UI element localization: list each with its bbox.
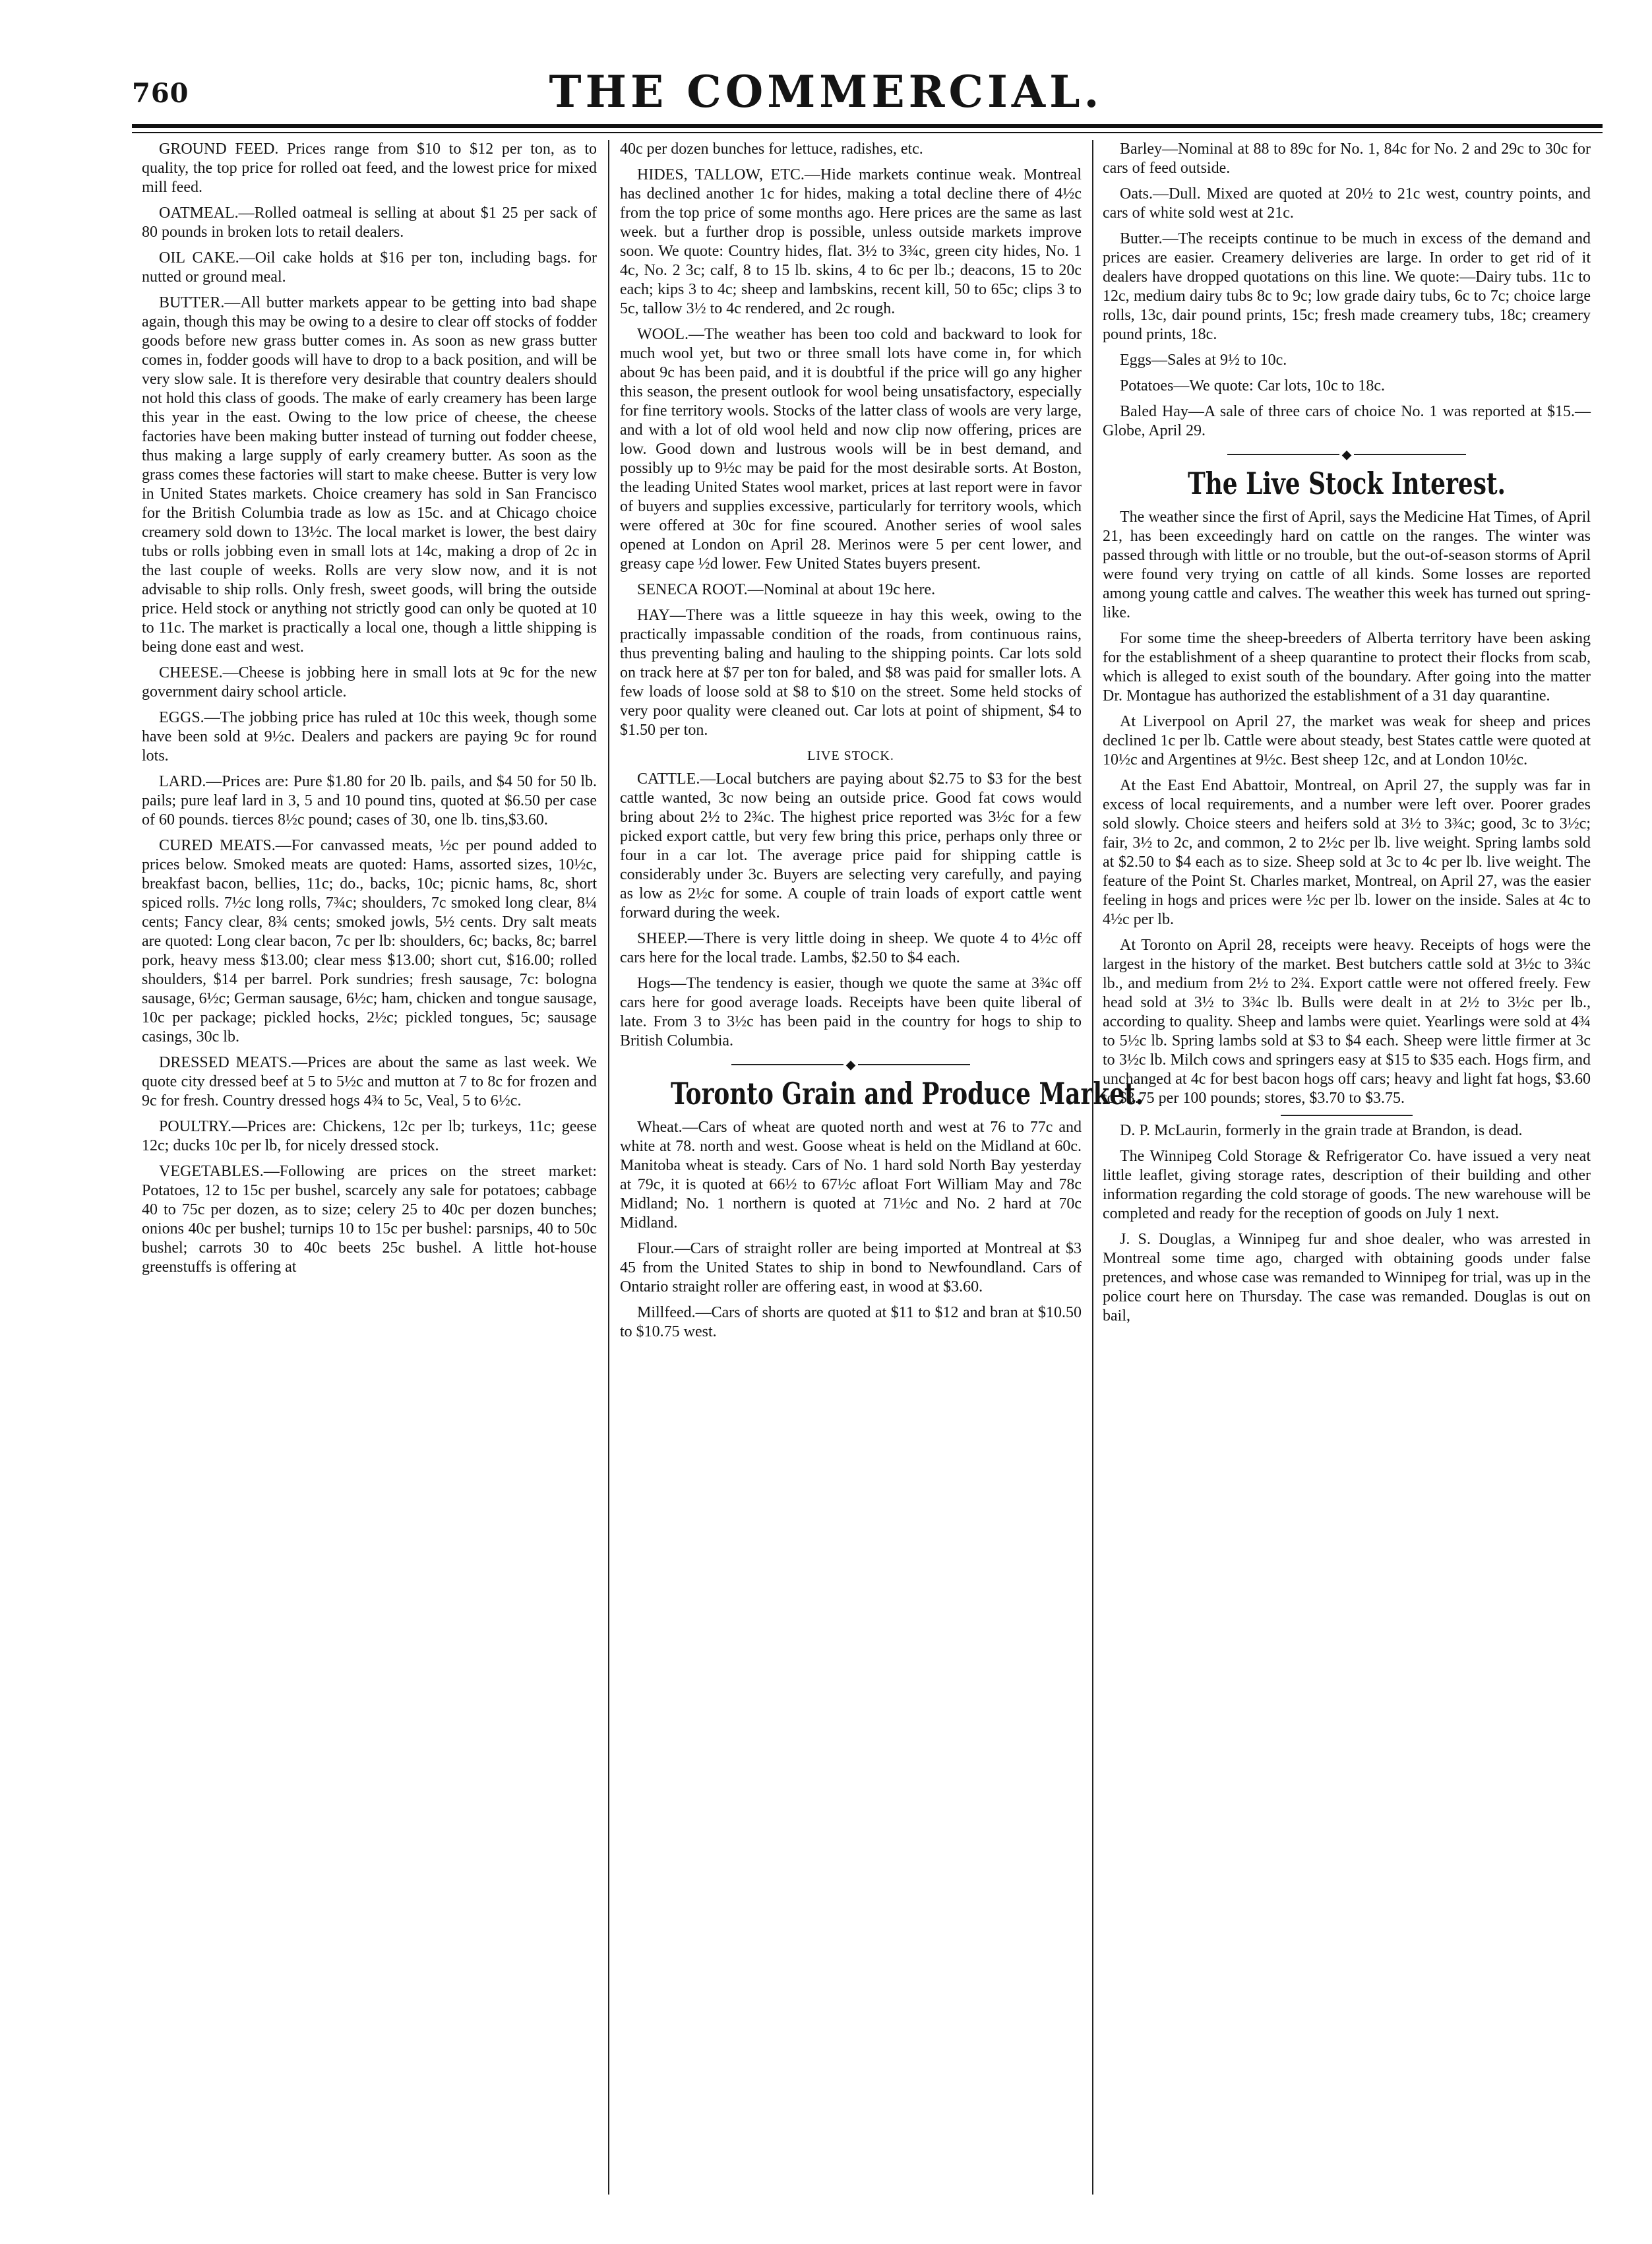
- column-3: [1103, 140, 1591, 2195]
- article-paragraph: Millfeed.—Cars of shorts are quoted at $11 to $12 and bran at $10.50 to $10.75 west.: [620, 1303, 1082, 1340]
- masthead-rule-thick: [132, 124, 1603, 128]
- page-number: 760: [132, 78, 189, 109]
- article-paragraph: DRESSED MEATS.—Prices are about the same as last week. We quote city dressed beef at 5 to 5½c and mutton at 7 to 8c for frozen and 9c for fresh. Country dressed hogs 4¾ to 5c, Veal, 5 to 6½c.: [142, 1054, 597, 1109]
- article-paragraph: CATTLE.—Local butchers are paying about $2.75 to $3 for the best cattle wanted, 3c now being an outside price. Good fat cows would bring about 2½ to 2¾c. The highest price reported was 3½c for a few picked export cattle, but very few bring this price, perhaps only three or four in a car lot. The average price paid for shipping cattle is considerably under 3c. Buyers are selecting very carefully, and paying as low as 2½c for some. A couple of train loads of export cattle went forward during the week.: [620, 770, 1082, 921]
- article-paragraph: For some time the sheep-breeders of Alberta territory have been asking for the establishment of a sheep quarantine to protect their flocks from scab, which is alleged to exist south of the boundary. After going into the matter Dr. Montague has authorized the establishment of a 31 day quarantine.: [1103, 629, 1591, 704]
- article-paragraph: At the East End Abattoir, Montreal, on April 27, the supply was far in excess of local requirements, and a number were left over. Poorer grades sold slowly. Choice steers and heifers sold at 3½ to 3¾c; good, 3c to 3½c; fair, 3½ to 2c, and common, 2 to 2½c per lb. live weight. Spring lambs sold at $2.50 to $4 each as to size. Sheep sold at 3c to 4c per lb. live weight. The feature of the Point St. Charles market, Montreal, on April 27, was the easier feeling in hogs and prices were ½c per lb. lower on the inside. Sales at 4c to 4½c per lb.: [1103, 776, 1591, 928]
- article-paragraph: EGGS.—The jobbing price has ruled at 10c this week, though some have been sold at 9½c. Dealers and packers are paying 9c for round lots.: [142, 709, 597, 764]
- article-paragraph: Oats.—Dull. Mixed are quoted at 20½ to 21c west, country points, and cars of white sold west at 21c.: [1103, 185, 1591, 222]
- article-paragraph: GROUND FEED. Prices range from $10 to $12 per ton, as to quality, the top price for rolled oat feed, and the lowest price for mixed mill feed.: [142, 140, 597, 196]
- article-paragraph: Barley—Nominal at 88 to 89c for No. 1, 84c for No. 2 and 29c to 30c for cars of feed outside.: [1103, 140, 1591, 177]
- article-paragraph: 40c per dozen bunches for lettuce, radishes, etc.: [620, 140, 923, 158]
- article-paragraph: The weather since the first of April, says the Medicine Hat Times, of April 21, has been exceedingly hard on cattle on the ranges. The winter was passed through with little or no trouble, but the out-of-season storms of April were found very trying on cattle of all kinds. Some losses are reported among young cattle and calves. The weather this week has turned out spring-like.: [1103, 508, 1591, 621]
- article-paragraph: OATMEAL.—Rolled oatmeal is selling at about $1 25 per sack of 80 pounds in broken lots to retail dealers.: [142, 204, 597, 241]
- article-paragraph: The Winnipeg Cold Storage & Refrigerator Co. have issued a very neat little leaflet, giving storage rates, description of their building and other information regarding the cold storage of goods. The new warehouse will be completed and ready for the reception of goods on July 1 next.: [1103, 1147, 1591, 1222]
- article-paragraph: At Toronto on April 28, receipts were heavy. Receipts of hogs were the largest in the history of the market. Best butchers cattle sold at 3½c to 3¾c lb., and medium from 2½ to 2¾. Export cattle were not offered freely. Few head sold at 3½ to 3¾c lb. Bulls were dealt in at 2½ to 3½c per lb., according to quality. Sheep and lambs were quiet. Yearlings were sold at 4¾ to 5½c lb. Spring lambs sold at $3 to $4 each. Sheep were little firmer at 3c to 3½c lb. Milch cows and springers easy at $15 to $35 each. Hogs firm, and unchanged at 4c for best bacon hogs off cars; heavy and light fat hogs, $3.60 to $3.75 per 100 pounds; stores, $3.70 to $3.75.: [1103, 936, 1591, 1107]
- article-paragraph: Butter.—The receipts continue to be much in excess of the demand and prices are easier. Creamery deliveries are large. In order to get rid of it dealers have dropped quotations on this line. We quote:—Dairy tubs. 11c to 12c, medium dairy tubs 8c to 9c; low grade dairy tubs, 6c to 7c; choice large rolls, 13c, dair pound prints, 15c; fresh made creamery tubs, 18c; creamery pound prints, 18c.: [1103, 230, 1591, 343]
- ornamental-divider: ◆: [620, 1057, 1082, 1071]
- article-paragraph: Hogs—The tendency is easier, though we quote the same at 3¾c off cars here for good average loads. Receipts have been quite liberal of late. From 3 to 3½c has been paid in the country for hogs to ship to British Columbia.: [620, 975, 1082, 1049]
- article-paragraph: HIDES, TALLOW, ETC.—Hide markets continue weak. Montreal has declined another 1c for hides, making a total decline there of 4½c from the top price of some months ago. Here prices are the same as last week. but a further drop is possible, unless outside markets improve soon. We quote: Country hides, flat. 3½ to 3¾c, green city hides, No. 1 4c, No. 2 3c; calf, 8 to 15 lb. skins, 4 to 6c per lb.; deacons, 15 to 20c each; kips 3 to 4c; sheep and lambskins, recent kill, 50 to 65c; clips 3 to 5c, tallow 3½ to 4c rendered, and 2c rough.: [620, 166, 1082, 317]
- article-paragraph: WOOL.—The weather has been too cold and backward to look for much wool yet, but two or three small lots have come in, for which about 9c has been paid, and it is doubtful if the price will go any higher this season, the present outlook for wool being unsatisfactory, especially for fine territory wools. Stocks of the latter class of wools are very large, and with a lot of old wool held and now clip now offering, prices are low. Good down and lustrous wools will be in best demand, and possibly up to 9½c may be paid for the most desirable sorts. At Boston, the leading United States wool market, prices at last report were in favor of buyers and supplies excessive, particularly for territory wools, which were offered at 30c for fine scoured. Another series of wool sales opened at London on April 28. Merinos were 5 per cent lower, and greasy cape ½d lower. Few United States buyers present.: [620, 326, 1082, 573]
- section-subheading: LIVE STOCK.: [807, 749, 894, 763]
- ornamental-divider: ◆: [1103, 447, 1591, 460]
- article-paragraph: CURED MEATS.—For canvassed meats, ½c per pound added to prices below. Smoked meats are quoted: Hams, assorted sizes, 10½c, breakfast bacon, bellies, 11c; do., backs, 10c; picnic hams, 8c, short spiced rolls. 7½c long rolls, 7¾c; shoulders, 7c smoked long clear, 8¼ cents; Fancy clear, 8¾ cents; smoked jowls, 5½ cents. Dry salt meats are quoted: Long clear bacon, 7c per lb: shoulders, 6c; backs, 8c; barrel pork, heavy mess $13.00; clear mess $13.00; short cut, $16.00; rolled shoulders, $14 per barrel. Pork sundries; fresh sausage, 7c: bologna sausage, 6½c; German sausage, 6½c; ham, chicken and tongue sausage, 10c per package; pickled hocks, 2½c; pickled tongues, 5c; sausage casings, 30c lb.: [142, 837, 597, 1045]
- article-paragraph: POULTRY.—Prices are: Chickens, 12c per lb; turkeys, 11c; geese 12c; ducks 10c per lb, for nicely dressed stock.: [142, 1118, 597, 1154]
- article-paragraph: LARD.—Prices are: Pure $1.80 for 20 lb. pails, and $4 50 for 50 lb. pails; pure leaf lard in 3, 5 and 10 pound tins, quoted at $6.50 per case of 60 pounds. tierces 8½c pound; cases of 30, one lb. tins,$3.60.: [142, 773, 597, 828]
- article-paragraph: J. S. Douglas, a Winnipeg fur and shoe dealer, who was arrested in Montreal some time ago, charged with obtaining goods under false pretences, and whose case was remanded to Winnipeg for trial, was up in the police court here on Thursday. The case was remanded. Douglas is out on bail,: [1103, 1230, 1591, 1325]
- article-paragraph: CHEESE.—Cheese is jobbing here in small lots at 9c for the new government dairy school article.: [142, 664, 597, 701]
- article-paragraph: SHEEP.—There is very little doing in sheep. We quote 4 to 4½c off cars here for the local trade. Lambs, $2.50 to $4 each.: [620, 930, 1082, 966]
- article-paragraph: Wheat.—Cars of wheat are quoted north and west at 76 to 77c and white at 78. north and west. Goose wheat is held on the Midland at 60c. Manitoba wheat is steady. Cars of No. 1 hard sold North Bay yesterday at 79c, it is quoted at 66½ to 67½c afloat Fort William May and 78c Midland; No. 1 northern is quoted at 71½c and No. 2 hard at 70c Midland.: [620, 1118, 1082, 1231]
- article-paragraph: Potatoes—We quote: Car lots, 10c to 18c.: [1120, 377, 1385, 394]
- article-paragraph: Flour.—Cars of straight roller are being imported at Montreal at $3 45 from the United States to ship in bond to Newfoundland. Cars of Ontario straight roller are offering east, in wood at $3.60.: [620, 1239, 1082, 1295]
- masthead-title: THE COMMERCIAL.: [549, 66, 1103, 117]
- article-paragraph: HAY—There was a little squeeze in hay this week, owing to the practically impassable condition of the roads, from continuous rains, thus preventing baling and hauling to the shipping points. Car lots sold on track here at $7 per ton for baled, and $8 was paid for smaller lots. A few loads of loose sold at $8 to $10 on the street. Some held stocks of very poor quality were cleaned out. Car lots at point of shipment, $4 to $1.50 per ton.: [620, 607, 1082, 739]
- article-paragraph: Baled Hay—A sale of three cars of choice No. 1 was reported at $15.—Globe, April 29.: [1103, 403, 1591, 439]
- section-heading: The Live Stock Interest.: [1187, 465, 1506, 501]
- section-heading: Toronto Grain and Produce Market.: [671, 1075, 1144, 1111]
- article-paragraph: D. P. McLaurin, formerly in the grain trade at Brandon, is dead.: [1120, 1121, 1523, 1139]
- column-divider: [608, 140, 609, 2195]
- article-paragraph: BUTTER.—All butter markets appear to be getting into bad shape again, though this may be owing to a desire to clear off stocks of fodder goods before new grass butter comes in. As soon as new grass butter comes in, fodder goods will have to drop to a back position, and will be very slow sale. It is therefore very desirable that country dealers should not hold this class of goods. The make of early creamery has been large this year in the east. Owing to the low price of cheese, the cheese factories have been making butter instead of turning out fodder cheese, thus making a large supply of early creamery butter. As soon as the grass comes these factories will start to make cheese. Butter is very low in United States markets. Choice creamery has sold in San Francisco for the British Columbia trade as low as 15c. and at Chicago choice creamery sold down to 13½c. The local market is lower, the best dairy tubs or rolls jobbing even in small lots at 14c, making a drop of 2c in the last couple of weeks. Rolls are very slow now, and it is not advisable to ship rolls. Only fresh, sweet goods, will bring the outside price. Held stock or anything not strictly good can only be quoted at 10 to 11c. The market is practically a local one, though a little shipping is being done east and west.: [142, 294, 597, 656]
- article-paragraph: VEGETABLES.—Following are prices on the street market: Potatoes, 12 to 15c per bushel, scarcely any sale for potatoes; cabbage 40 to 75c per dozen, as to size; celery 25 to 40c per dozen bunches; onions 40c per bushel; turnips 10 to 15c per bushel: parsnips, 40 to 50c bushel; carrots 30 to 40c beets 25c bushel. A little hot-house greenstuffs is offering at: [142, 1163, 597, 1276]
- masthead-rule-thin: [132, 132, 1603, 133]
- column-1: [142, 140, 597, 2195]
- article-paragraph: SENECA ROOT.—Nominal at about 19c here.: [637, 581, 936, 598]
- section-rule: [1281, 1115, 1413, 1116]
- column-2: [620, 140, 1144, 2195]
- article-paragraph: At Liverpool on April 27, the market was weak for sheep and prices declined 1c per lb. Cattle were about steady, best States cattle were quoted at 10½c and Argentines at 9½c. Best sheep 12c, and at London 10½c.: [1103, 712, 1591, 768]
- column-divider: [1092, 140, 1093, 2195]
- article-paragraph: OIL CAKE.—Oil cake holds at $16 per ton, including bags. for nutted or ground meal.: [142, 249, 597, 286]
- article-paragraph: Eggs—Sales at 9½ to 10c.: [1120, 352, 1287, 369]
